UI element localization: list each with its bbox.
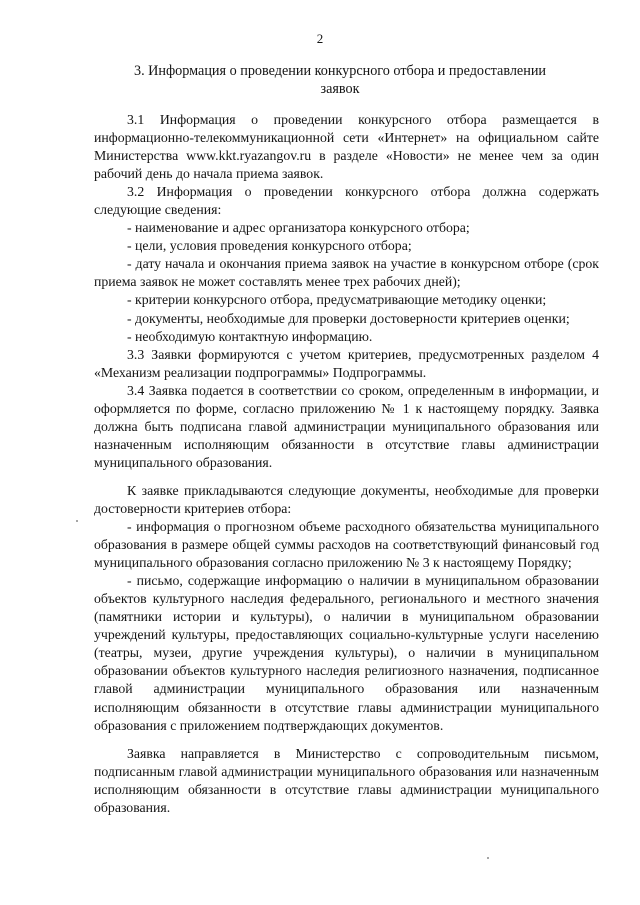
paragraph-3-4: 3.4 Заявка подается в соответствии со сроком, определенным в информации, и оформляется по форме, согласно приложению № 1 к настоящему порядку. Заявка должна быть подписана главой администрации муниципального образования или назначенным исполняющим обязанности в отсутствие главы администрации муниципального образования. (94, 382, 599, 470)
scan-speck (487, 857, 489, 859)
section-heading-line-2: заявок (320, 81, 360, 98)
list-item: - критерии конкурсного отбора, предусматривающие методику оценки; (127, 292, 547, 308)
list-item: - необходимую контактную информацию. (127, 328, 373, 344)
paragraph-3-1: 3.1 Информация о проведении конкурсного отбора размещается в информационно-телекоммуникационной сети «Интернет» на официальном сайте Министерства www.kkt.ryazangov.ru в разделе «Новости» не менее чем за один рабочий день до начала приема заявок. (94, 112, 599, 182)
paragraph-3-2: 3.2 Информация о проведении конкурсного отбора должна содержать следующие сведения: (94, 184, 599, 218)
list-item: - дату начала и окончания приема заявок на участие в конкурсном отборе (срок приема заявок не может составлять менее трех рабочих дней); (94, 256, 599, 290)
list-item: - цели, условия проведения конкурсного отбора; (127, 238, 412, 254)
paragraph-3-3: 3.3 Заявки формируются с учетом критериев, предусмотренных разделом 4 «Механизм реализации подпрограммы» Подпрограммы. (94, 346, 599, 380)
list-item: - информация о прогнозном объеме расходного обязательства муниципального образования в размере общей суммы расходов на соответствующий финансовый год муниципального образования согласно приложению № 3 к настоящему Порядку; (94, 519, 599, 571)
list-item: - наименование и адрес организатора конкурсного отбора; (127, 220, 470, 236)
page-number: 2 (316, 31, 324, 46)
scan-speck (76, 520, 78, 522)
document-body (94, 111, 599, 817)
paragraph-attachments: К заявке прикладываются следующие документы, необходимые для проверки достоверности критериев отбора: (94, 482, 599, 516)
section-heading-line-1: 3. Информация о проведении конкурсного отбора и предоставлении (133, 63, 547, 79)
paragraph-submission: Заявка направляется в Министерство с сопроводительным письмом, подписанным главой администрации муниципального образования или назначенным исполняющим обязанности в отсутствие главы администрации муниципального образования. (94, 745, 599, 815)
list-item: - письмо, содержащие информацию о наличии в муниципальном образовании объектов культурного наследия федерального, регионального и местного значения (памятники истории и культуры), о наличии в муниципальном образовании учреждений культуры, предоставляющих социально-культурные услуги населению (театры, музеи, другие учреждения культуры), о наличии в муниципальном образовании объектов культурного наследия религиозного назначения, подписанное главой администрации муниципального образования или назначенным исполняющим обязанности в отсутствие главы администрации муниципального образования с приложением подтверждающих документов. (94, 573, 599, 733)
section-heading (100, 62, 580, 98)
list-item: - документы, необходимые для проверки достоверности критериев оценки; (127, 310, 570, 326)
